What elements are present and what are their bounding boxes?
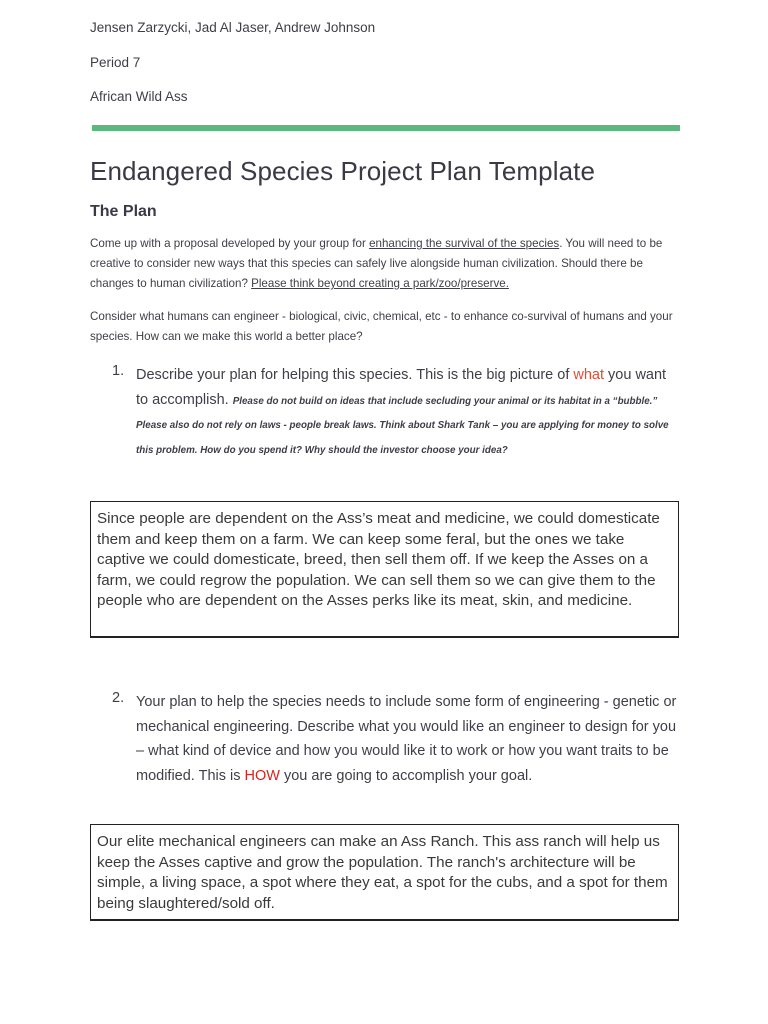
item1-text-a: Describe your plan for helping this species. This is the big picture of [136, 367, 574, 383]
item2-text-a: Your plan to help the species needs to include some form of engineering - genetic or mechanical engineering. Describe what you would like an engineer to design for you – what kind of device and how you would like it to work or how you want traits to be modified. This is [136, 694, 677, 784]
authors-line: Jensen Zarzycki, Jad Al Jaser, Andrew Johnson [90, 20, 376, 35]
section-heading: The Plan [90, 203, 157, 220]
underlined-phrase-park: Please think beyond creating a park/zoo/preserve. [251, 277, 509, 290]
engineer-paragraph: Consider what humans can engineer - biological, civic, chemical, etc - to enhance co-survival of humans and your species. How can we make this world a better place? [90, 310, 673, 343]
intro-paragraph [90, 234, 680, 294]
green-divider [92, 125, 680, 131]
item1-text-b: you want to accomplish. [136, 367, 667, 408]
answer-box-1[interactable]: Since people are dependent on the Ass’s meat and medicine, we could domesticate them and keep them on a farm. We can keep some feral, but the ones we take captive we could domesticate, breed, then sell them off. If we keep the Asses on a farm, we could regrow the population. We can sell them so we can give them to the people who are dependent on the Asses perks like its meat, skin, and medicine. [90, 501, 679, 638]
list-number-1: 1. [112, 363, 125, 379]
intro-text-1: Come up with a proposal developed by your group for [90, 237, 370, 250]
item1-note: Please do not build on ideas that include secluding your animal or its habitat in a “bubble.” Please also do not rely on laws - people break laws. Think about Shark Tank – you are applying for money to solve this problem. How do you spend it? Why should the investor choose your idea? [136, 395, 669, 456]
list-item-2-body [136, 690, 680, 788]
list-number-2: 2. [112, 690, 125, 706]
intro-text-2: . You will need to be creative to consider new ways that this species can safely live alongside human civilization. Should there be changes to human civilization? [90, 237, 663, 290]
highlight-what: what [573, 367, 605, 383]
list-item-1-body [136, 363, 680, 461]
underlined-phrase-survival: enhancing the survival of the species [369, 237, 560, 250]
item2-text-b: you are going to accomplish your goal. [279, 767, 533, 784]
highlight-how: HOW [244, 767, 280, 784]
answer-box-2[interactable]: Our elite mechanical engineers can make an Ass Ranch. This ass ranch will help us keep the Asses captive and grow the population. The ranch's architecture will be simple, a living space, a spot where they eat, a spot for the cubs, and a spot for them being slaughtered/sold off. [90, 824, 679, 921]
animal-line: African Wild Ass [90, 89, 188, 104]
period-line: Period 7 [90, 55, 141, 70]
page-title: Endangered Species Project Plan Template [90, 156, 596, 186]
